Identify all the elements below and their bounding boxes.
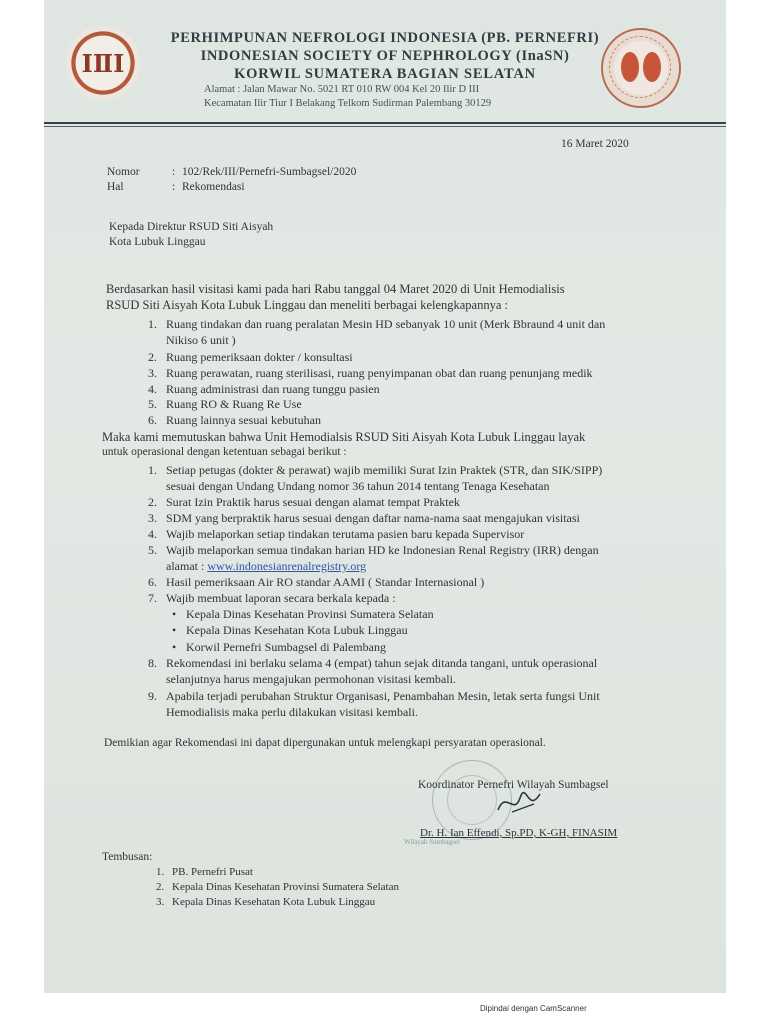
bullet-icon: • xyxy=(172,607,177,621)
list1-num: 6. xyxy=(148,413,157,427)
list2-num: 1. xyxy=(148,463,157,477)
recipient-line-1: Kepada Direktur RSUD Siti Aisyah xyxy=(109,221,274,233)
tembusan-num: 2. xyxy=(156,881,165,893)
closing-paragraph: Demikian agar Rekomendasi ini dapat dipergunakan untuk melengkapi persyaratan operasional. xyxy=(104,737,546,749)
letter-date: 16 Maret 2020 xyxy=(561,138,629,150)
nomor-label: Nomor xyxy=(107,166,140,178)
hal-colon: : xyxy=(172,181,176,193)
bullet-icon: • xyxy=(172,623,177,637)
list2-item: Setiap petugas (dokter & perawat) wajib memiliki Surat Izin Praktek (STR, dan SIK/SIPP) xyxy=(166,463,603,477)
list2-item: Wajib melaporkan setiap tindakan terutama pasien baru kepada Supervisor xyxy=(166,527,525,541)
list2-item: SDM yang berpraktik harus sesuai dengan daftar nama-nama saat mengajukan visitasi xyxy=(166,511,580,525)
list2-item-cont: sesuai dengan Undang Undang nomor 36 tahun 2014 tentang Tenaga Kesehatan xyxy=(166,479,550,493)
bullet-item: Kepala Dinas Kesehatan Kota Lubuk Linggau xyxy=(186,623,408,637)
list2-num: 8. xyxy=(148,656,157,670)
list2-item: Hasil pemeriksaan Air RO standar AAMI ( Standar Internasional ) xyxy=(166,575,485,589)
signatory-title: Koordinator Pernefri Wilayah Sumbagsel xyxy=(418,779,609,791)
tembusan-label: Tembusan: xyxy=(102,851,153,863)
caduceus-icon: IⅡI xyxy=(81,48,125,78)
hal-value: Rekomendasi xyxy=(182,181,245,193)
list2-num: 7. xyxy=(148,591,157,605)
intro-line-1: Berdasarkan hasil visitasi kami pada hari Rabu tanggal 04 Maret 2020 di Unit Hemodialisis xyxy=(106,282,565,296)
list2-item: Rekomendasi ini berlaku selama 4 (empat) tahun sejak ditanda tangani, untuk operasional xyxy=(166,656,598,670)
list2-item: Wajib melaporkan semua tindakan harian HD ke Indonesian Renal Registry (IRR) dengan xyxy=(166,543,599,557)
list1-item: Ruang perawatan, ruang sterilisasi, ruang penyimpanan obat dan ruang penunjang medik xyxy=(166,366,593,380)
list2-item: Apabila terjadi perubahan Struktur Organisasi, Penambahan Mesin, letak serta fungsi Unit xyxy=(166,689,600,703)
list1-num: 1. xyxy=(148,317,157,331)
intro-line-2: RSUD Siti Aisyah Kota Lubuk Linggau dan meneliti berbagai kelengkapannya : xyxy=(106,298,509,312)
list1-item-cont: Nikiso 6 unit ) xyxy=(166,333,236,347)
letterhead-rule xyxy=(44,122,726,124)
list1-item: Ruang administrasi dan ruang tunggu pasien xyxy=(166,382,380,396)
bullet-item: Korwil Pernefri Sumbagsel di Palembang xyxy=(186,640,386,654)
tembusan-item: Kepala Dinas Kesehatan Kota Lubuk Linggau xyxy=(172,896,376,908)
list1-num: 2. xyxy=(148,350,157,364)
tembusan-item: Kepala Dinas Kesehatan Provinsi Sumatera Selatan xyxy=(172,881,399,893)
list1-num: 5. xyxy=(148,397,157,411)
list1-item: Ruang RO & Ruang Re Use xyxy=(166,397,302,411)
list2-num: 2. xyxy=(148,495,157,509)
list2-item-cont: selanjutnya harus mengajukan permohonan visitasi kembali. xyxy=(166,672,456,686)
list2-num: 9. xyxy=(148,689,157,703)
list1-num: 4. xyxy=(148,382,157,396)
letterhead-line-2: INDONESIAN SOCIETY OF NEPHROLOGY (InaSN) xyxy=(200,48,570,64)
list1-item: Ruang pemeriksaan dokter / konsultasi xyxy=(166,350,353,364)
list1-num: 3. xyxy=(148,366,157,380)
irr-address-line xyxy=(166,559,366,574)
hal-label: Hal xyxy=(107,181,124,193)
list2-item-cont: Hemodialisis maka perlu dilakukan visitasi kembali. xyxy=(166,705,418,719)
letterhead-line-1: PERHIMPUNAN NEFROLOGI INDONESIA (PB. PERNEFRI) xyxy=(170,30,600,46)
letterhead-rule-thin xyxy=(44,126,726,127)
list1-item: Ruang tindakan dan ruang peralatan Mesin HD sebanyak 10 unit (Merk Bbraund 4 unit dan xyxy=(166,317,606,331)
stamp-caption: Wilayah Sumbagsel xyxy=(404,838,460,846)
nomor-value: 102/Rek/III/Pernefri-Sumbagsel/2020 xyxy=(182,166,357,178)
list2-item: Wajib membuat laporan secara berkala kepada : xyxy=(166,591,396,605)
bullet-icon: • xyxy=(172,640,177,654)
letterhead-line-3: KORWIL SUMATERA BAGIAN SELATAN xyxy=(234,66,536,82)
list2-num: 4. xyxy=(148,527,157,541)
list2-num: 5. xyxy=(148,543,157,557)
letter-page xyxy=(44,0,726,993)
recipient-line-2: Kota Lubuk Linggau xyxy=(109,236,206,248)
nomor-colon: : xyxy=(172,166,176,178)
tembusan-num: 3. xyxy=(156,896,165,908)
list1-item: Ruang lainnya sesuai kebutuhan xyxy=(166,413,321,427)
irr-address-prefix: alamat : xyxy=(166,559,208,573)
tembusan-num: 1. xyxy=(156,866,165,878)
scanner-watermark: Dipindai dengan CamScanner xyxy=(480,1004,587,1013)
decision-line-1: Maka kami memutuskan bahwa Unit Hemodialsis RSUD Siti Aisyah Kota Lubuk Linggau layak xyxy=(102,430,586,444)
irr-registry-link[interactable]: www.indonesianrenalregistry.org xyxy=(207,559,367,573)
list2-item: Surat Izin Praktik harus sesuai dengan alamat tempat Praktek xyxy=(166,495,460,509)
decision-line-2: untuk operasional dengan ketentuan sebagai berikut : xyxy=(102,446,347,458)
letterhead-address-1: Alamat : Jalan Mawar No. 5021 RT 010 RW 004 Kel 20 Ilir D III xyxy=(204,84,480,95)
list2-num: 3. xyxy=(148,511,157,525)
tembusan-item: PB. Pernefri Pusat xyxy=(172,866,253,878)
letterhead-address-2: Kecamatan Ilir Tiur I Belakang Telkom Sudirman Palembang 30129 xyxy=(204,98,492,109)
bullet-item: Kepala Dinas Kesehatan Provinsi Sumatera Selatan xyxy=(186,607,434,621)
list2-num: 6. xyxy=(148,575,157,589)
handwritten-signature xyxy=(494,786,544,820)
signatory-name: Dr. H. Ian Effendi, Sp.PD, K-GH, FINASIM xyxy=(420,827,618,839)
